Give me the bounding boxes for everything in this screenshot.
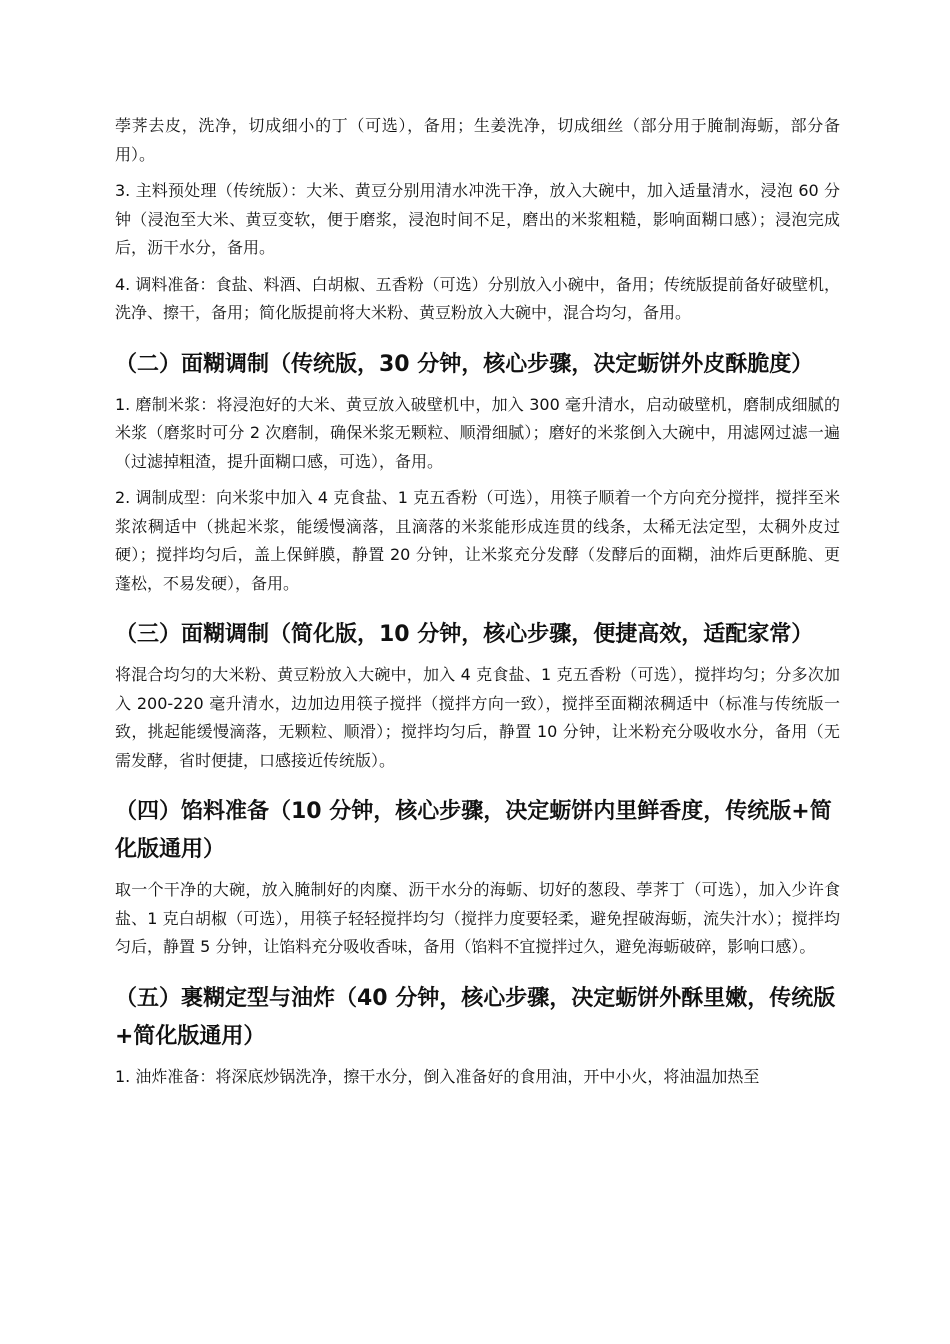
intro-paragraph-step-3-main-ingredients: 3. 主料预处理（传统版）：大米、黄豆分别用清水冲洗干净，放入大碗中，加入适量清水，浸泡 60 分钟（浸泡至大米、黄豆变软，便于磨浆，浸泡时间不足，磨出的米浆粗糙，影响面糊口感）；浸泡完成后，沥干水分，备用。 bbox=[115, 181, 840, 257]
intro-paragraph-step-4-seasoning: 4. 调料准备：食盐、料酒、白胡椒、五香粉（可选）分别放入小碗中，备用；传统版提前备好破壁机，洗净、擦干，备用；简化版提前将大米粉、黄豆粉放入大碗中，混合均匀，备用。 bbox=[115, 274, 840, 322]
section-2-paragraph-grinding: 1. 磨制米浆：将浸泡好的大米、黄豆放入破壁机中，加入 300 毫升清水，启动破壁机，磨制成细腻的米浆（磨浆时可分 2 次磨制，确保米浆无颗粒、顺滑细腻）；磨好的米浆倒入大碗中，用滤网过滤一遍（过滤掉粗渣，提升面糊口感，可选），备用。 bbox=[115, 394, 840, 471]
section-4-heading: （四）馅料准备（10 分钟，核心步骤，决定蛎饼内里鲜香度，传统版+简化版通用） bbox=[115, 799, 832, 862]
section-5-paragraph-frying-prep: 1. 油炸准备：将深底炒锅洗净，擦干水分，倒入准备好的食用油，开中小火，将油温加热至 bbox=[115, 1066, 760, 1086]
section-2-heading: （二）面糊调制（传统版，30 分钟，核心步骤，决定蛎饼外皮酥脆度） bbox=[115, 351, 814, 377]
intro-paragraph-water-chestnut-ginger: 荸荠去皮，洗净，切成细小的丁（可选），备用；生姜洗净，切成细丝（部分用于腌制海蛎，部分备用）。 bbox=[115, 116, 840, 164]
section-5-heading: （五）裹糊定型与油炸（40 分钟，核心步骤，决定蛎饼外酥里嫩，传统版+简化版通用） bbox=[115, 985, 836, 1049]
section-2-paragraph-mixing: 2. 调制成型：向米浆中加入 4 克食盐、1 克五香粉（可选），用筷子顺着一个方向充分搅拌，搅拌至米浆浓稠适中（挑起米浆，能缓慢滴落，且滴落的米浆能形成连贯的线条，太稀无法定型，太稠外皮过硬）；搅拌均匀后，盖上保鲜膜，静置 20 分钟，让米浆充分发酵（发酵后的面糊，油炸后更酥脆、更蓬松，不易发硬），备用。 bbox=[115, 488, 840, 593]
section-4-paragraph: 取一个干净的大碗，放入腌制好的肉糜、沥干水分的海蛎、切好的葱段、荸荠丁（可选），加入少许食盐、1 克白胡椒（可选），用筷子轻轻搅拌均匀（搅拌力度要轻柔，避免捏破海蛎，流失汁水）；搅拌均匀后，静置 5 分钟，让馅料充分吸收香味，备用（馅料不宜搅拌过久，避免海蛎破碎，影响口感）。 bbox=[115, 880, 840, 956]
section-3-heading: （三）面糊调制（简化版，10 分钟，核心步骤，便捷高效，适配家常） bbox=[115, 622, 814, 647]
document-page bbox=[115, 112, 840, 1099]
section-3-paragraph: 将混合均匀的大米粉、黄豆粉放入大碗中，加入 4 克食盐、1 克五香粉（可选），搅拌均匀；分多次加入 200-220 毫升清水，边加边用筷子搅拌（搅拌方向一致），搅拌至面糊浓稠适中（标准与传统版一致，挑起能缓慢滴落，无颗粒、顺滑）；搅拌均匀后，静置 10 分钟，让米粉充分吸收水分，备用（无需发酵，省时便捷，口感接近传统版）。 bbox=[115, 665, 840, 770]
